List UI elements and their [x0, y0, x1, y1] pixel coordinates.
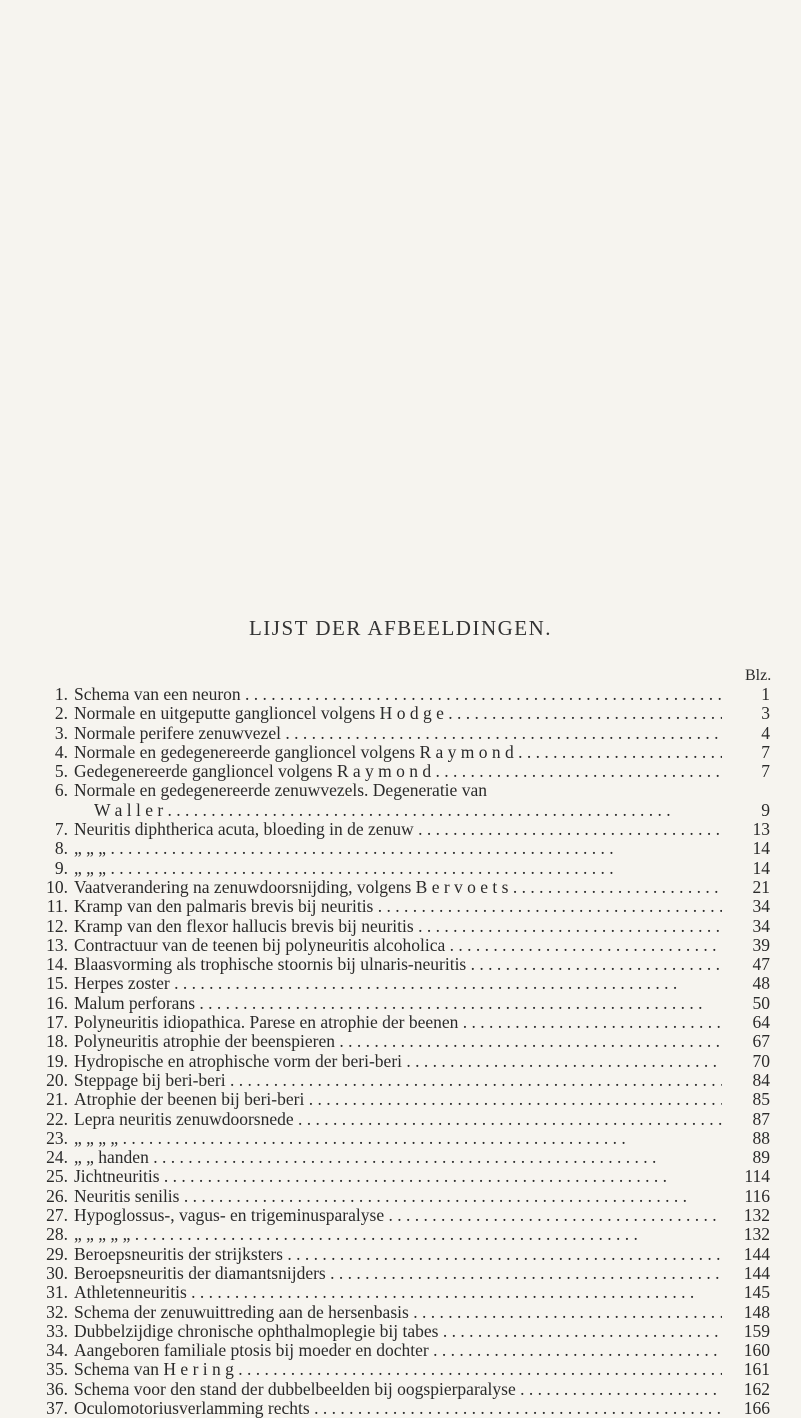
- figure-caption: [74, 743, 722, 762]
- figure-number: 17.: [46, 1012, 68, 1033]
- figure-caption: [74, 1032, 722, 1051]
- figure-number: 18.: [46, 1031, 68, 1052]
- figure-caption: [74, 936, 722, 955]
- figure-number: 37.: [46, 1397, 68, 1418]
- list-item: [40, 1225, 770, 1244]
- figure-caption: [74, 1129, 722, 1148]
- figure-number: 3.: [54, 722, 68, 743]
- list-item: [40, 1341, 770, 1360]
- figure-caption-continued: [94, 801, 722, 820]
- figure-caption-text: „ „ handen: [74, 1148, 149, 1168]
- list-item: [40, 1283, 770, 1302]
- figure-caption: [74, 1225, 722, 1244]
- list-item: [40, 859, 770, 878]
- figure-caption: [74, 878, 722, 897]
- page-number: 50: [752, 992, 770, 1013]
- page-number: 1: [761, 684, 770, 704]
- page-number: 84: [752, 1069, 770, 1090]
- page-number: 148: [743, 1301, 770, 1322]
- list-item: [40, 1110, 770, 1129]
- figure-caption: [74, 1090, 722, 1109]
- figure-number: 11.: [46, 896, 68, 917]
- figure-number: 34.: [46, 1340, 68, 1361]
- figure-caption: [74, 1245, 722, 1264]
- page-number: 162: [743, 1378, 770, 1399]
- figure-caption: [74, 859, 722, 878]
- page-number: 70: [752, 1050, 770, 1071]
- page-number: 67: [752, 1031, 770, 1052]
- figure-caption-text: „ „ „ „: [74, 1128, 119, 1148]
- page-number: 87: [752, 1108, 770, 1129]
- figure-caption-text: Athletenneuritis: [74, 1283, 187, 1303]
- list-item: [40, 762, 770, 781]
- page-number: 34: [752, 896, 770, 917]
- figure-number: 2.: [54, 703, 68, 724]
- figure-caption: [74, 974, 722, 993]
- figure-caption: [74, 839, 722, 858]
- page-number: 4: [761, 722, 770, 743]
- page-number: 13: [752, 819, 770, 840]
- figure-number: 13.: [46, 934, 68, 955]
- figure-number: 36.: [46, 1378, 68, 1399]
- figure-caption: [74, 1322, 722, 1341]
- list-item: [40, 1399, 770, 1418]
- figure-caption: [74, 1283, 722, 1302]
- page-number: 9: [761, 799, 770, 820]
- list-item: [40, 724, 770, 743]
- figure-caption: [74, 762, 722, 781]
- figure-number: 15.: [46, 973, 68, 994]
- figure-number: 35.: [46, 1359, 68, 1380]
- figure-caption: [74, 1071, 722, 1090]
- figure-caption-text: Hydropische en atrophische vorm der beri-beri: [74, 1051, 403, 1071]
- list-item: [40, 1380, 770, 1399]
- figure-number: 1.: [54, 684, 68, 704]
- figure-caption: [74, 1399, 722, 1418]
- figure-caption-text: Schema van H e r i n g: [74, 1360, 234, 1380]
- figure-caption: [74, 897, 722, 916]
- list-item: [40, 685, 770, 704]
- figure-caption-text: Kramp van den palmaris brevis bij neuritis: [74, 897, 374, 917]
- page-number: 14: [752, 838, 770, 859]
- figure-caption: [74, 1264, 722, 1283]
- figure-caption-text: „ „ „: [74, 858, 107, 878]
- list-item: [40, 1303, 770, 1322]
- figure-caption-text: Polyneuritis atrophie der beenspieren: [74, 1032, 335, 1052]
- figure-caption-text: Blaasvorming als trophische stoornis bij ulnaris-neuritis: [74, 955, 467, 975]
- figure-caption: [74, 781, 722, 800]
- list-item: [40, 1032, 770, 1051]
- figure-caption: [74, 1167, 722, 1186]
- figure-caption-text: Oculomotoriusverlamming rechts: [74, 1398, 310, 1418]
- figure-caption: [74, 1187, 722, 1206]
- figure-caption-text: Beroepsneuritis der strijksters: [74, 1244, 283, 1264]
- list-item: [40, 994, 770, 1013]
- list-item: [40, 1187, 770, 1206]
- figure-caption-continued-text: W a l l e r: [94, 800, 164, 820]
- figure-caption-text: Vaatverandering na zenuwdoorsnijding, volgens B e r v o e t s: [74, 877, 509, 897]
- figure-caption: [74, 917, 722, 936]
- list-item: [40, 1090, 770, 1109]
- page-number: 64: [752, 1012, 770, 1033]
- figure-caption: [74, 1110, 722, 1129]
- list-item: [40, 1052, 770, 1071]
- page-number: 114: [744, 1166, 770, 1187]
- list-item: [40, 878, 770, 897]
- figure-caption-text: Neuritis senilis: [74, 1186, 180, 1206]
- list-item: [40, 1167, 770, 1186]
- page-number: 132: [743, 1224, 770, 1245]
- figure-caption: [74, 955, 722, 974]
- list-item: [40, 1245, 770, 1264]
- figure-number: 31.: [46, 1282, 68, 1303]
- list-item: [40, 917, 770, 936]
- figure-number: 20.: [46, 1069, 68, 1090]
- page-number: 144: [743, 1262, 770, 1283]
- page-number: 145: [743, 1282, 770, 1303]
- figure-number: 22.: [46, 1108, 68, 1129]
- figure-caption: [74, 1380, 722, 1399]
- figure-number: 14.: [46, 954, 68, 975]
- list-item: [40, 936, 770, 955]
- figure-number: 23.: [46, 1127, 68, 1148]
- figure-caption-text: Normale perifere zenuwvezel: [74, 723, 281, 743]
- page-number: 3: [761, 703, 770, 724]
- page-title: LIJST DER AFBEELDINGEN.: [248, 616, 553, 640]
- figure-number: 30.: [46, 1262, 68, 1283]
- list-item: [40, 1071, 770, 1090]
- figure-caption: [74, 820, 722, 839]
- figure-number: 28.: [46, 1224, 68, 1245]
- page-number: 116: [744, 1185, 770, 1206]
- figure-caption: [74, 1360, 722, 1379]
- page-number: 21: [752, 876, 770, 897]
- figure-caption-text: Normale en gedegenereerde ganglioncel volgens R a y m o n d: [74, 742, 514, 762]
- figure-caption-text: Schema der zenuwuittreding aan de hersenbasis: [74, 1302, 409, 1322]
- page-number: 14: [752, 857, 770, 878]
- figure-caption-text: Herpes zoster: [74, 974, 170, 994]
- list-item: [40, 1206, 770, 1225]
- list-item: [40, 1322, 770, 1341]
- list-item: [40, 839, 770, 858]
- figure-number: 27.: [46, 1205, 68, 1226]
- figure-number: 24.: [46, 1147, 68, 1168]
- figure-number: 9.: [54, 857, 68, 878]
- figure-number: 29.: [46, 1243, 68, 1264]
- list-item: [40, 974, 770, 993]
- figure-caption-text: Beroepsneuritis der diamantsnijders: [74, 1263, 326, 1283]
- figure-caption: [74, 994, 722, 1013]
- figure-caption-text: „ „ „: [74, 839, 107, 859]
- figure-number: 8.: [54, 838, 68, 859]
- figure-caption-text: Neuritis diphtherica acuta, bloeding in de zenuw: [74, 820, 414, 840]
- list-item: [40, 897, 770, 916]
- figure-caption: [74, 1148, 722, 1167]
- figure-caption: [74, 1206, 722, 1225]
- figure-caption: [74, 724, 722, 743]
- figure-caption-text: Polyneuritis idiopathica. Parese en atrophie der beenen: [74, 1013, 459, 1033]
- figure-caption-text: „ „ „ „ „: [74, 1225, 131, 1245]
- figure-caption-text: Steppage bij beri-beri: [74, 1070, 226, 1090]
- page-number: 85: [752, 1089, 770, 1110]
- list-item: [40, 955, 770, 974]
- page-number: 48: [752, 973, 770, 994]
- page-number: 144: [743, 1243, 770, 1264]
- page-number: 7: [761, 761, 770, 782]
- figure-number: 16.: [46, 992, 68, 1013]
- figure-caption: [74, 1052, 722, 1071]
- list-item: [40, 1013, 770, 1032]
- list-item: [40, 781, 770, 820]
- page-number: 159: [743, 1320, 770, 1341]
- figure-caption-text: Hypoglossus-, vagus- en trigeminusparalyse: [74, 1206, 385, 1226]
- figure-caption: [74, 1341, 722, 1360]
- page-number: 88: [752, 1127, 770, 1148]
- figure-number: 5.: [54, 761, 68, 782]
- figure-number: 19.: [46, 1050, 68, 1071]
- list-item: [40, 1148, 770, 1167]
- figure-caption: [74, 704, 722, 723]
- figure-caption-text: Aangeboren familiale ptosis bij moeder en dochter: [74, 1341, 429, 1361]
- figure-caption-text: Dubbelzijdige chronische ophthalmoplegie bij tabes: [74, 1321, 439, 1341]
- figure-number: 4.: [54, 741, 68, 762]
- figure-number: 12.: [46, 915, 68, 936]
- figure-caption: [74, 1013, 722, 1032]
- list-item: [40, 1360, 770, 1379]
- page-number: 89: [752, 1147, 770, 1168]
- figure-caption-text: Schema voor den stand der dubbelbeelden bij oogspierparalyse: [74, 1379, 516, 1399]
- list-item: [40, 820, 770, 839]
- figure-caption-text: Schema van een neuron: [74, 685, 241, 704]
- figure-caption-text: Gedegenereerde ganglioncel volgens R a y m o n d: [74, 762, 432, 782]
- page-number: 39: [752, 934, 770, 955]
- list-item: [40, 743, 770, 762]
- figure-caption-text: Jichtneuritis: [74, 1167, 160, 1187]
- figure-number: 7.: [54, 819, 68, 840]
- figure-caption: [74, 685, 722, 704]
- page-number: 166: [743, 1397, 770, 1418]
- page-number: 132: [743, 1205, 770, 1226]
- page-number: 47: [752, 954, 770, 975]
- page-number: 34: [752, 915, 770, 936]
- figure-list: [40, 685, 770, 1418]
- figure-number: 32.: [46, 1301, 68, 1322]
- list-item: [40, 704, 770, 723]
- list-item: [40, 1264, 770, 1283]
- page-number: 161: [743, 1359, 770, 1380]
- figure-caption-text: Contractuur van de teenen bij polyneuritis alcoholica: [74, 935, 446, 955]
- page-column-header: Blz.: [745, 667, 772, 684]
- figure-number: 10.: [46, 876, 68, 897]
- figure-number: 21.: [46, 1089, 68, 1110]
- figure-number: 26.: [46, 1185, 68, 1206]
- figure-number: 25.: [46, 1166, 68, 1187]
- figure-number: 6.: [54, 780, 68, 801]
- figure-caption-text: Lepra neuritis zenuwdoorsnede: [74, 1109, 294, 1129]
- figure-number: 33.: [46, 1320, 68, 1341]
- figure-caption-text: Normale en uitgeputte ganglioncel volgens H o d g e: [74, 704, 444, 724]
- figure-caption-text: Normale en gedegenereerde zenuwvezels. Degeneratie van: [74, 781, 487, 801]
- page-number: 160: [743, 1340, 770, 1361]
- page-number: 7: [761, 741, 770, 762]
- list-item: [40, 1129, 770, 1148]
- figure-caption-text: Malum perforans: [74, 993, 196, 1013]
- figure-caption: [74, 1303, 722, 1322]
- figure-caption-text: Kramp van den flexor hallucis brevis bij neuritis: [74, 916, 414, 936]
- figure-caption-text: Atrophie der beenen bij beri-beri: [74, 1090, 305, 1110]
